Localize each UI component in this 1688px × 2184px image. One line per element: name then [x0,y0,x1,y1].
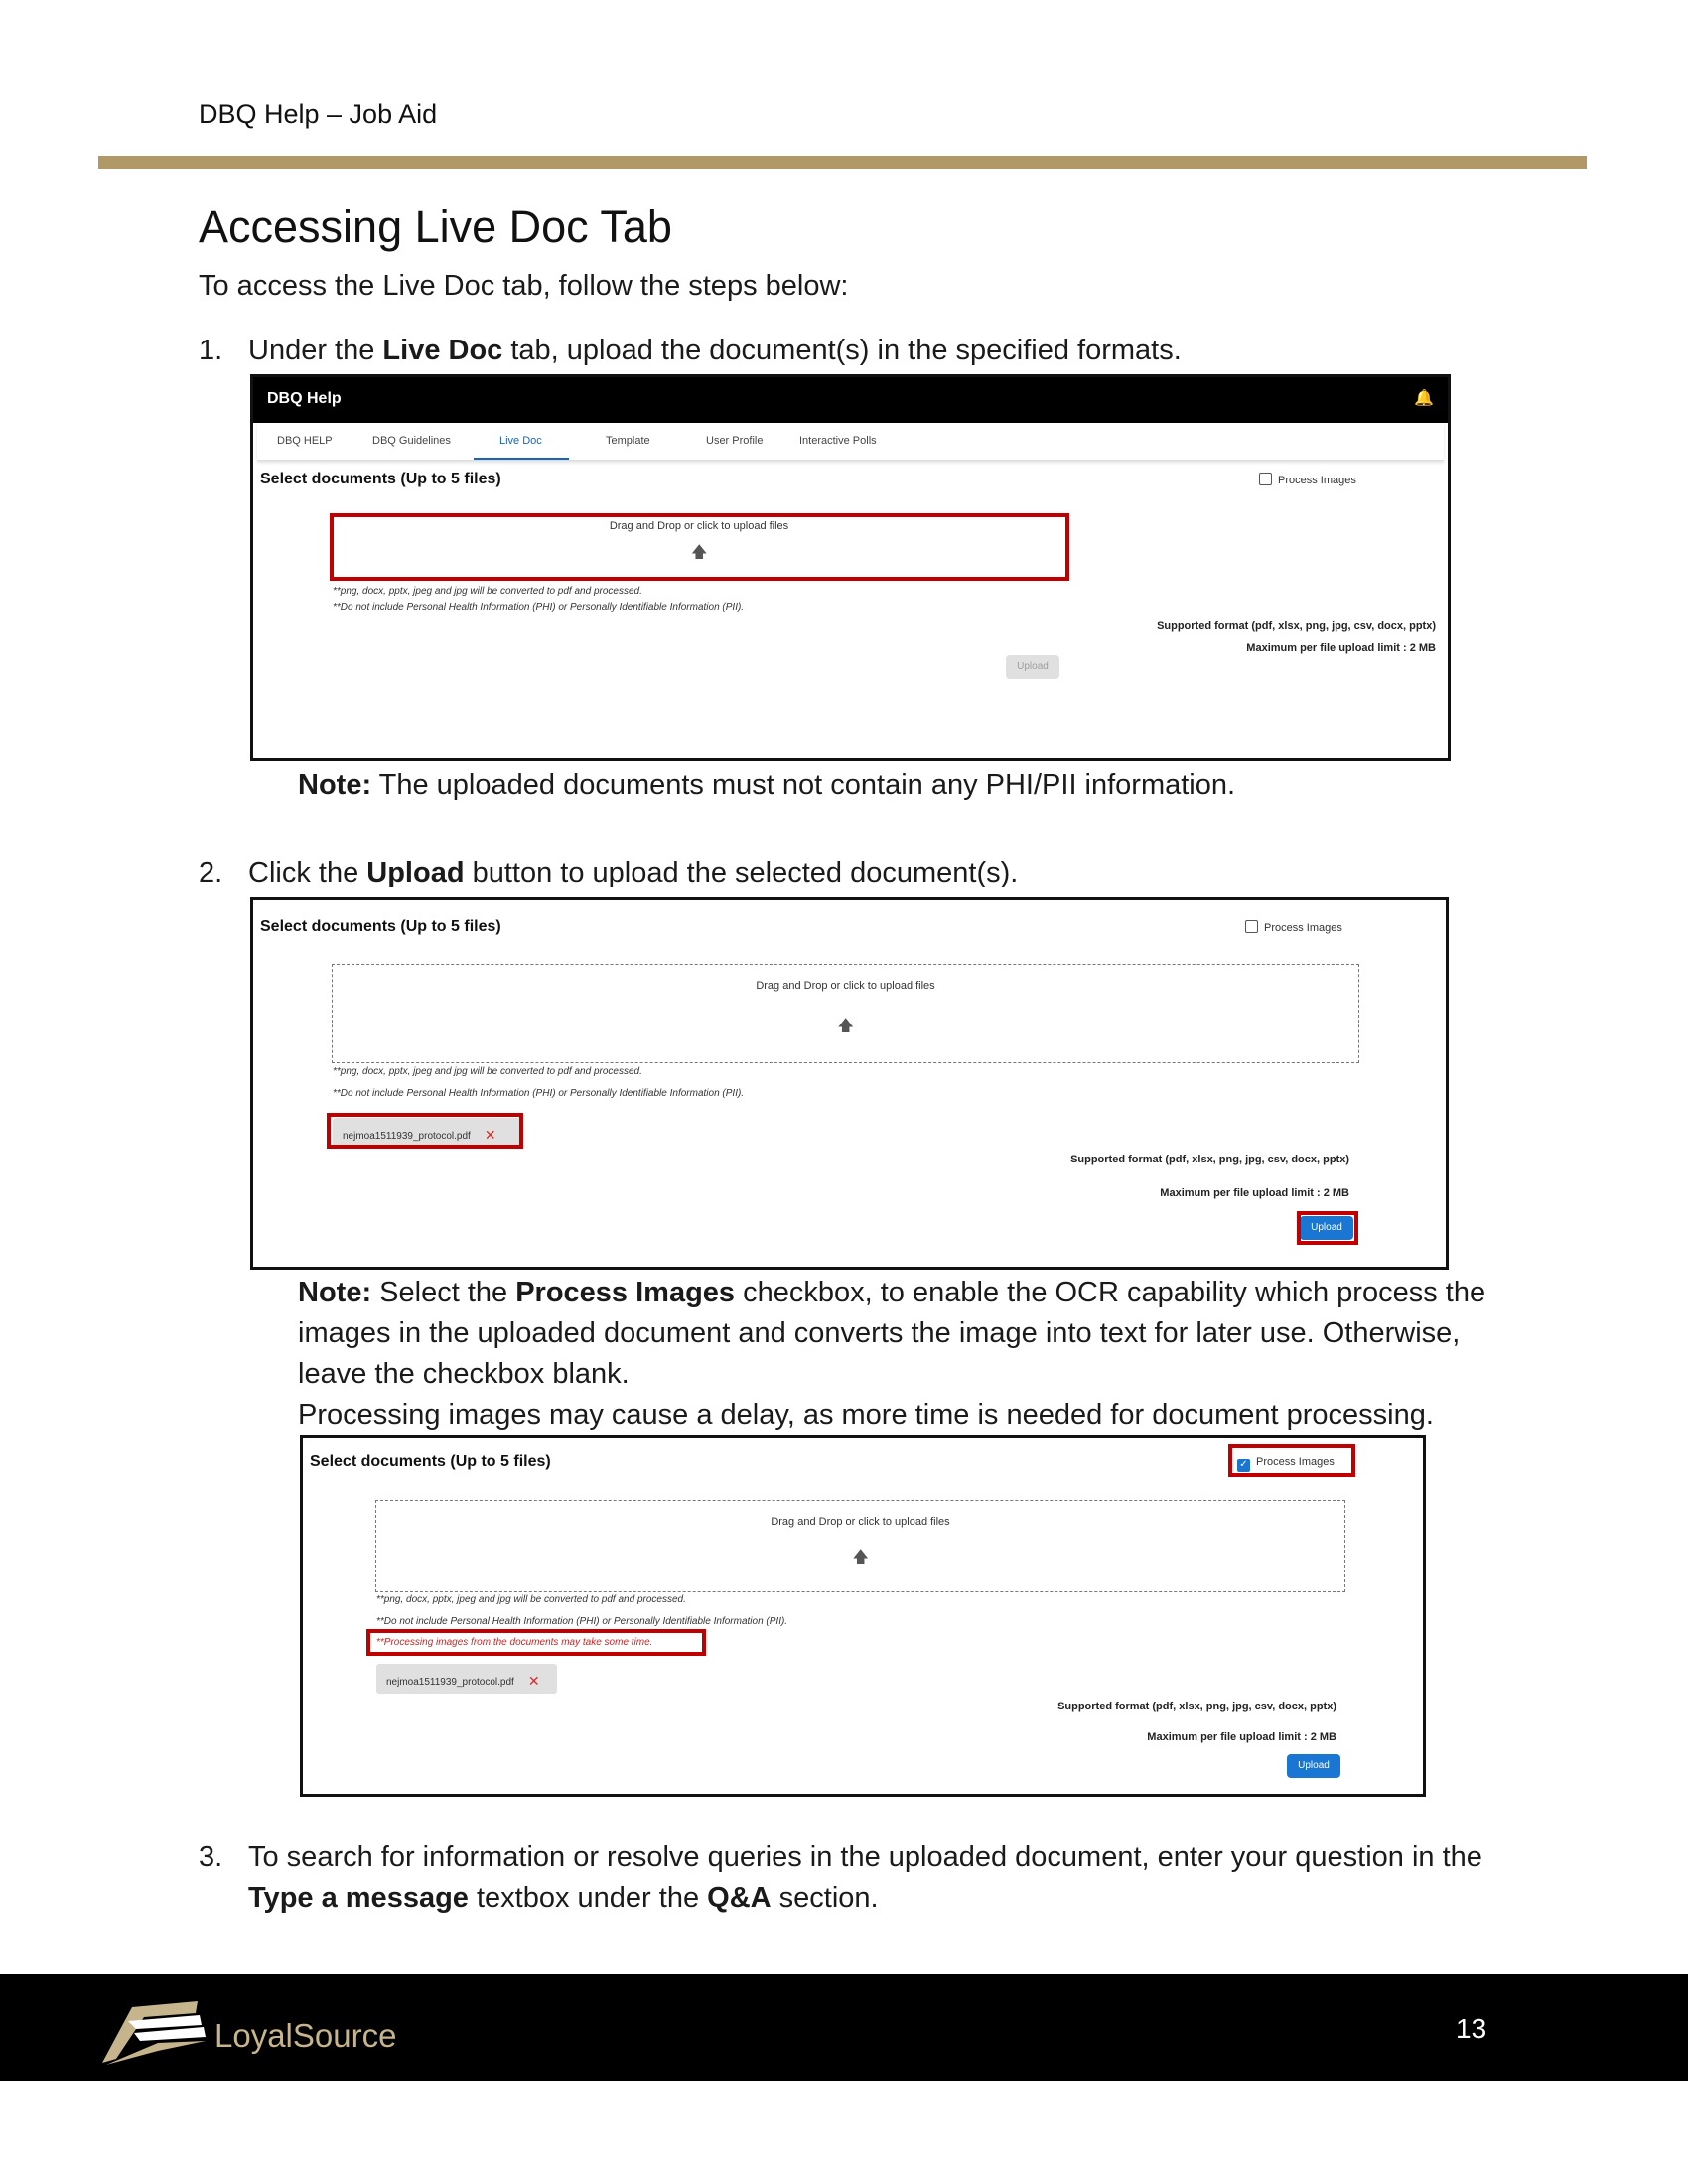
highlight-dropzone [330,513,1069,581]
dropzone-text: Drag and Drop or click to upload files [609,520,789,532]
select-documents-title: Select documents (Up to 5 files) [260,918,501,935]
dropzone-text: Drag and Drop or click to upload files [771,1516,950,1528]
checkbox-box[interactable] [1259,473,1272,485]
brand-name: LoyalSource [214,2017,397,2054]
supported-formats: Supported format (pdf, xlsx, png, jpg, csv, docx, pptx) [1057,1701,1336,1712]
step-1 [199,331,1539,371]
step-text: To search for information or resolve queries in the uploaded document, enter your question in the Type a message textbox under the Q&A section. [248,1842,1482,1914]
tab-bar [257,423,1444,461]
bell-icon[interactable]: 🔔 [1414,390,1434,407]
upload-arrow-icon: 🡅 [852,1549,869,1566]
uploaded-file-chip: nejmoa1511939_protocol.pdf ✕ [376,1664,557,1694]
uploaded-file-chip: nejmoa1511939_protocol.pdf ✕ [333,1118,521,1148]
hint-processing-time: **Processing images from the documents may take some time. [376,1637,653,1648]
process-images-checkbox[interactable]: ✓ Process Images [1237,1456,1335,1472]
upload-button[interactable]: Upload [1006,655,1059,679]
max-upload-size: Maximum per file upload limit : 2 MB [1147,1731,1336,1743]
header-divider [98,156,1587,169]
highlight-file-chip [327,1113,523,1149]
loyalsource-logo-icon [98,1995,208,2067]
remove-file-icon[interactable]: ✕ [484,1127,496,1143]
checkbox-box[interactable] [1245,920,1258,933]
hint-conversion: **png, docx, pptx, jpeg and jpg will be converted to pdf and processed. [376,1594,686,1605]
screenshot-upload-button [250,897,1449,1270]
app-title: DBQ Help [267,390,342,407]
highlight-process-images [1228,1444,1355,1477]
process-images-checkbox[interactable]: Process Images [1245,920,1342,934]
note-phi: Note: The uploaded documents must not contain any PHI/PII information. [298,769,1236,801]
upload-button[interactable]: Upload [1287,1754,1340,1778]
upload-dropzone[interactable] [375,1500,1345,1592]
supported-formats: Supported format (pdf, xlsx, png, jpg, csv, docx, pptx) [1157,620,1436,632]
note-process-images: Note: Select the Process Images checkbox, to enable the OCR capability which process the images in the uploaded document and converts the image into text for later use. Otherwise, leave the checkbox blank. Processing images may cause a delay, as more time is needed for document processing. [298,1277,1486,1431]
page-number: 13 [1456,2013,1487,2044]
supported-formats: Supported format (pdf, xlsx, png, jpg, csv, docx, pptx) [1070,1154,1349,1165]
select-documents-title: Select documents (Up to 5 files) [310,1453,551,1470]
active-tab-indicator [474,458,569,460]
tab-live-doc[interactable]: Live Doc [499,435,542,447]
screenshot-process-images [300,1435,1426,1797]
process-images-checkbox[interactable]: Process Images [1259,473,1356,486]
step-text: Click the Upload button to upload the selected document(s). [248,857,1019,888]
intro-text: To access the Live Doc tab, follow the steps below: [199,270,849,302]
tab-dbq-help[interactable]: DBQ HELP [277,435,333,447]
hint-conversion: **png, docx, pptx, jpeg and jpg will be converted to pdf and processed. [333,586,642,597]
step-number: 1. [199,335,223,366]
hint-phi: **Do not include Personal Health Information (PHI) or Personally Identifiable Information (PII). [333,602,745,613]
hint-conversion: **png, docx, pptx, jpeg and jpg will be converted to pdf and processed. [333,1066,642,1077]
section-title: Accessing Live Doc Tab [199,202,672,252]
step-3 [199,1838,1539,1919]
checkbox-checked[interactable]: ✓ [1237,1459,1250,1472]
step-text: Under the Live Doc tab, upload the document(s) in the specified formats. [248,335,1182,366]
highlight-processing-hint [366,1629,706,1656]
highlight-upload-button [1297,1211,1358,1245]
tab-interactive-polls[interactable]: Interactive Polls [799,435,877,447]
page-footer [0,1974,1688,2081]
upload-arrow-icon: 🡅 [837,1018,854,1034]
upload-dropzone[interactable] [332,964,1359,1063]
screenshot-live-doc-tab [250,374,1451,761]
select-documents-title: Select documents (Up to 5 files) [260,471,501,487]
max-upload-size: Maximum per file upload limit : 2 MB [1246,642,1436,654]
hint-phi: **Do not include Personal Health Information (PHI) or Personally Identifiable Information (PII). [333,1088,745,1099]
app-bar [253,377,1448,423]
step-number: 2. [199,857,223,888]
document-header: DBQ Help – Job Aid [199,99,438,129]
upload-button[interactable]: Upload [1300,1216,1353,1240]
tab-template[interactable]: Template [606,435,650,447]
tab-user-profile[interactable]: User Profile [706,435,764,447]
upload-arrow-icon: 🡅 [691,544,708,561]
hint-phi: **Do not include Personal Health Information (PHI) or Personally Identifiable Information (PII). [376,1616,788,1627]
step-number: 3. [199,1842,223,1873]
step-2 [199,853,1539,893]
remove-file-icon[interactable]: ✕ [527,1673,540,1689]
dropzone-text: Drag and Drop or click to upload files [756,980,935,992]
tab-dbq-guidelines[interactable]: DBQ Guidelines [372,435,451,447]
max-upload-size: Maximum per file upload limit : 2 MB [1160,1187,1349,1199]
